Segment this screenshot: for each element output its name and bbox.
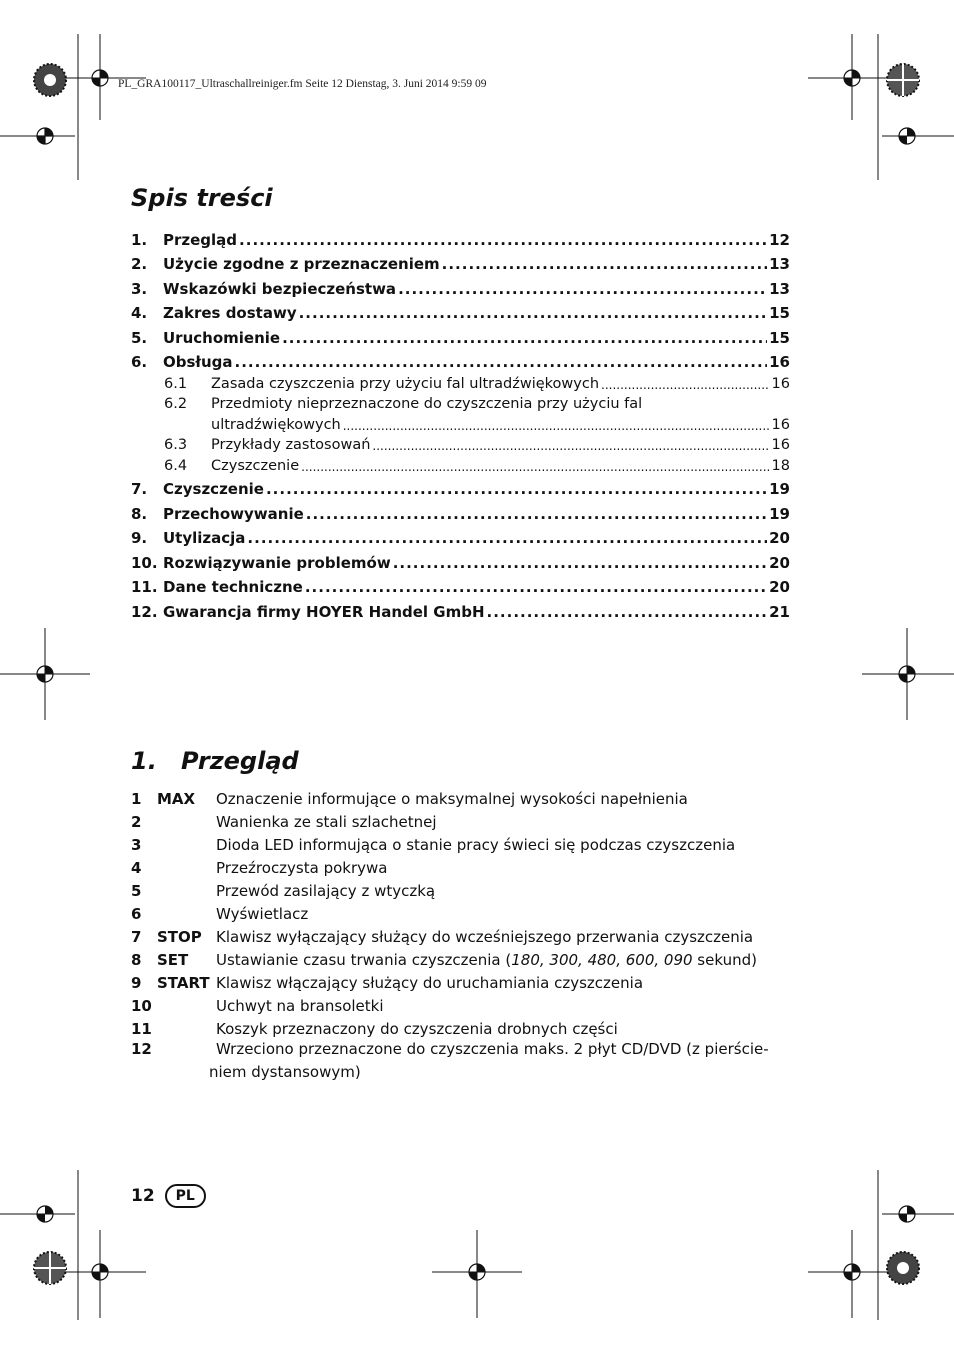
list-item: 5 Przewód zasilający z wtyczką bbox=[131, 882, 436, 900]
toc-item: 12. Gwarancja firmy HOYER Handel GmbH ..... 21 bbox=[131, 596, 790, 621]
page-footer bbox=[131, 1184, 206, 1208]
language-badge: PL bbox=[165, 1184, 206, 1208]
toc-item: 11. Dane techniczne ..... 20 bbox=[131, 572, 790, 597]
toc-subitem: 6.1 Zasada czyszczenia przy użyciu fal ultradźwiękowych ..... 16 bbox=[131, 371, 790, 392]
parts-list bbox=[131, 785, 791, 1084]
list-item: 12 Wrzeciono przeznaczone do czyszczenia maks. 2 płyt CD/DVD (z pierście- niem dystansowym) bbox=[131, 1040, 769, 1081]
list-item: 1 MAX Oznaczenie informujące o maksymalnej wysokości napełnienia bbox=[131, 790, 688, 808]
toc-item: 4. Zakres dostawy ..... 15 bbox=[131, 298, 790, 323]
toc-title: Spis treści bbox=[131, 184, 273, 212]
toc-item: 1. Przegląd ..... 12 bbox=[131, 224, 790, 249]
table-of-contents bbox=[131, 224, 790, 621]
list-item: 6 Wyświetlacz bbox=[131, 905, 309, 923]
file-info-header: PL_GRA100117_Ultraschallreiniger.fm Seite 12 Dienstag, 3. Juni 2014 9:59 09 bbox=[118, 78, 487, 90]
toc-item: 7. Czyszczenie ..... 19 bbox=[131, 474, 790, 499]
list-item: 10 Uchwyt na bransoletki bbox=[131, 997, 384, 1015]
list-item: 8 SET Ustawianie czasu trwania czyszczenia (180, 300, 480, 600, 090 sekund) bbox=[131, 951, 757, 969]
list-item: 2 Wanienka ze stali szlachetnej bbox=[131, 813, 437, 831]
toc-item: 3. Wskazówki bezpieczeństwa ..... 13 bbox=[131, 273, 790, 298]
list-item: 7 STOP Klawisz wyłączający służący do wcześniejszego przerwania czyszczenia bbox=[131, 928, 754, 946]
toc-item: 9. Utylizacja ..... 20 bbox=[131, 523, 790, 548]
toc-item: 8. Przechowywanie ..... 19 bbox=[131, 498, 790, 523]
toc-item: 5. Uruchomienie ..... 15 bbox=[131, 322, 790, 347]
list-item: 9 START Klawisz włączający służący do uruchamiania czyszczenia bbox=[131, 974, 644, 992]
list-item: 3 Dioda LED informująca o stanie pracy świeci się podczas czyszczenia bbox=[131, 836, 736, 854]
toc-item: 10. Rozwiązywanie problemów ..... 20 bbox=[131, 547, 790, 572]
toc-subitem: 6.4 Czyszczenie ..... 18 bbox=[131, 453, 790, 474]
list-item: 11 Koszyk przeznaczony do czyszczenia drobnych części bbox=[131, 1020, 618, 1038]
toc-subitem: 6.2 Przedmioty nieprzeznaczone do czyszczenia przy użyciu fal ultradźwiękowych ..... 16 bbox=[131, 392, 790, 433]
section-title bbox=[131, 747, 299, 775]
page-number: 12 bbox=[131, 1186, 155, 1206]
toc-item: 6. Obsługa ..... 16 bbox=[131, 347, 790, 372]
toc-subitem: 6.3 Przykłady zastosowań ..... 16 bbox=[131, 433, 790, 454]
toc-item: 2. Użycie zgodne z przeznaczeniem ..... 13 bbox=[131, 249, 790, 274]
section-title-text: Przegląd bbox=[181, 747, 299, 775]
section-number: 1. bbox=[131, 747, 157, 775]
list-item: 4 Przeźroczysta pokrywa bbox=[131, 859, 388, 877]
